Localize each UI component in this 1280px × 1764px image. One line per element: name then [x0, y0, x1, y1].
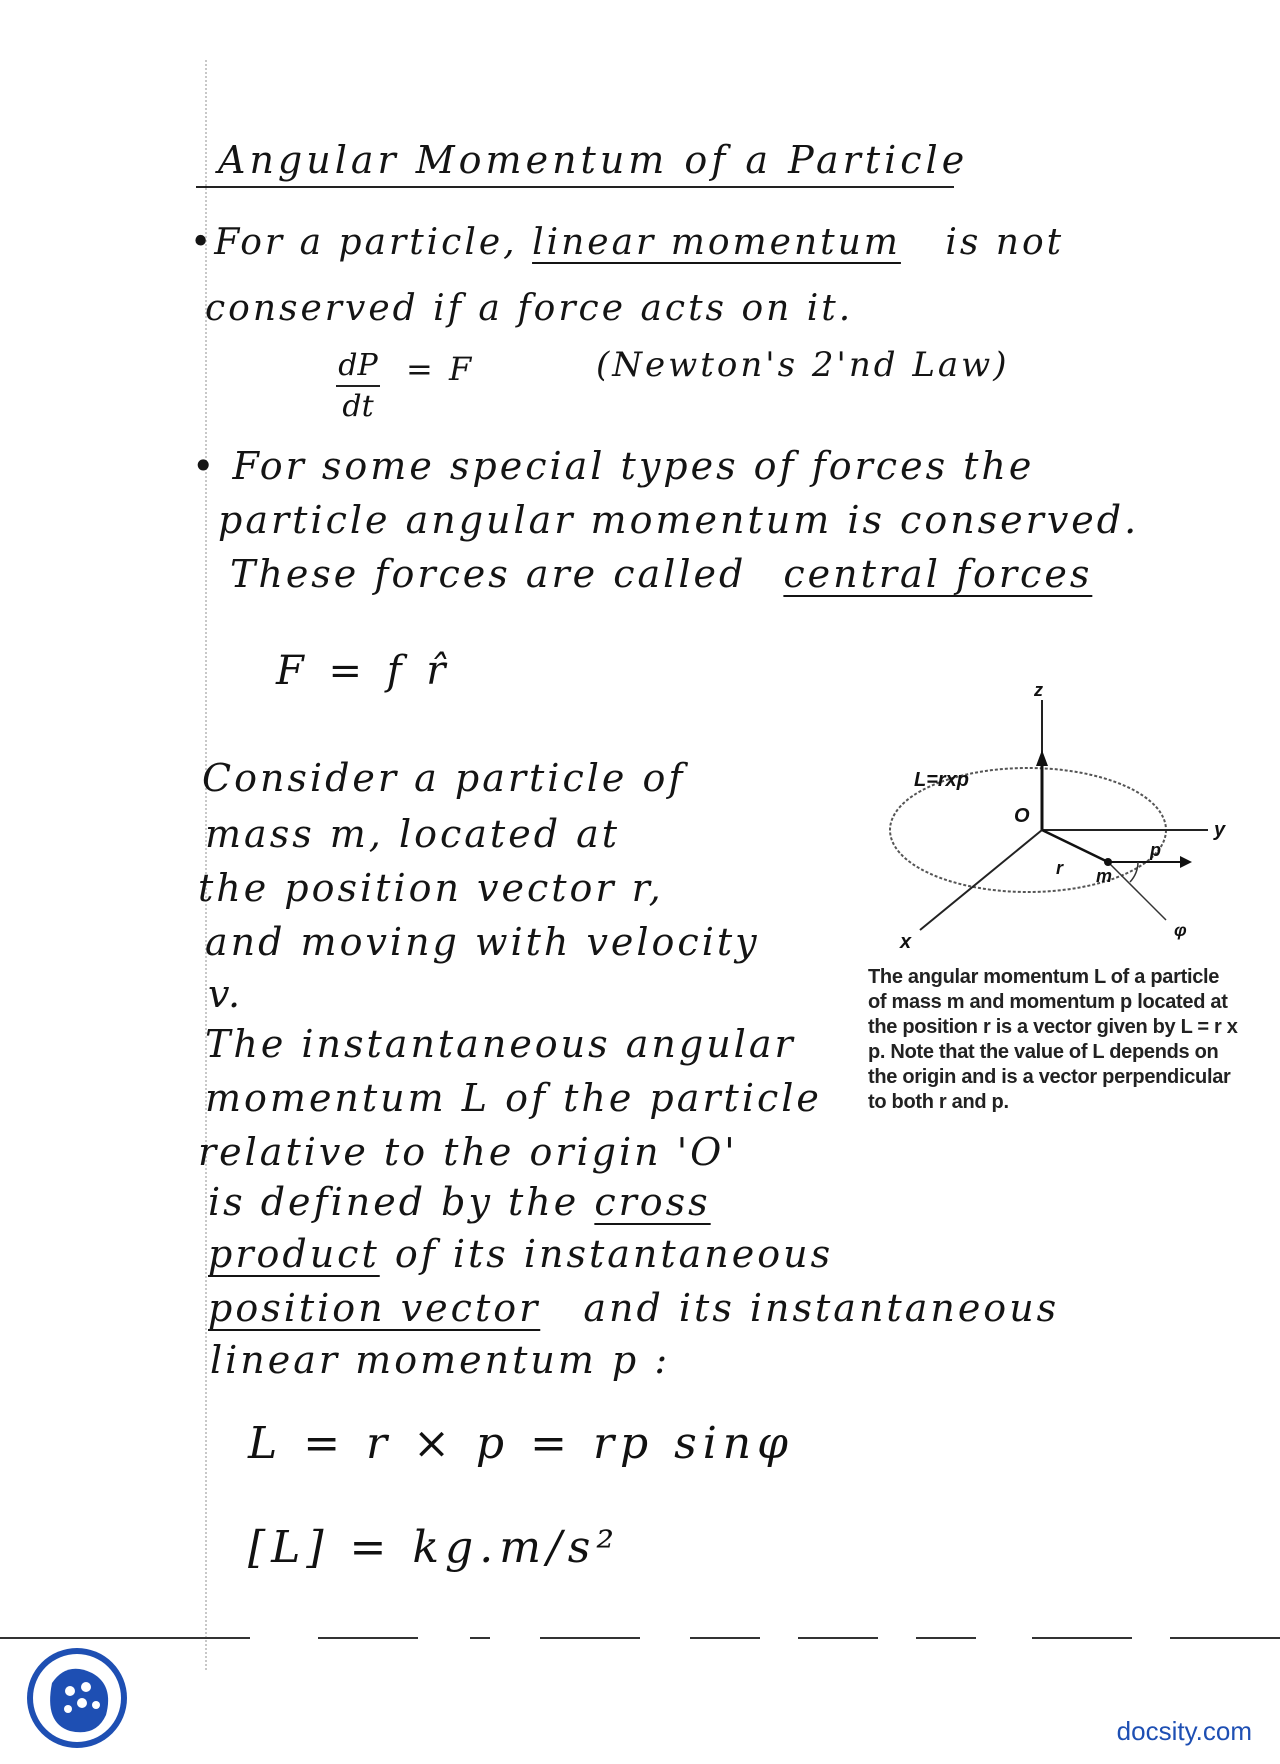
- cross-term: cross: [594, 1180, 711, 1224]
- para3-line1: Consider a particle of: [202, 756, 686, 800]
- text: of its instantaneous: [394, 1232, 834, 1276]
- para3-line6: The instantaneous angular: [205, 1022, 796, 1066]
- para1-line2: conserved if a force acts on it.: [205, 288, 854, 329]
- footer-rule: [690, 1637, 760, 1639]
- footer-rule: [1170, 1637, 1280, 1639]
- para3-line10: [208, 1232, 833, 1276]
- footer-rule: [1032, 1637, 1132, 1639]
- para3-line3: the position vector r,: [198, 866, 664, 910]
- footer-rule: [0, 1637, 250, 1639]
- docsity-logo-icon[interactable]: [22, 1643, 132, 1753]
- particle-dot: [1104, 858, 1112, 866]
- footer-rule: [916, 1637, 976, 1639]
- para2-line2: particle angular momentum is conserved.: [218, 498, 1140, 542]
- footer-rule: [470, 1637, 490, 1639]
- page-title: Angular Momentum of a Particle: [218, 138, 969, 182]
- para3-line7: momentum L of the particle: [205, 1076, 822, 1120]
- para1-line1: [190, 222, 1064, 263]
- text: is not: [945, 222, 1065, 263]
- newton-note: (Newton's 2'nd Law): [596, 345, 1010, 385]
- para2-line1: [192, 444, 1034, 488]
- footer-rule: [318, 1637, 418, 1639]
- label-x: x: [900, 931, 912, 953]
- footer-rule: [540, 1637, 640, 1639]
- label-L: L=rxp: [914, 769, 970, 791]
- text: These forces are called: [230, 552, 747, 596]
- position-vector-term: position vector: [208, 1286, 541, 1330]
- newton-fraction: [336, 348, 380, 424]
- text: For a particle,: [214, 222, 518, 263]
- linear-momentum-term: linear momentum: [532, 222, 901, 263]
- units-equation: [L] = kg.m/s²: [248, 1522, 620, 1573]
- para3-line8: relative to the origin 'O': [198, 1130, 738, 1174]
- L-arrowhead-icon: [1036, 750, 1048, 766]
- para3-line9: [208, 1180, 711, 1224]
- label-z: z: [1034, 680, 1043, 700]
- angular-momentum-figure: [868, 670, 1248, 960]
- footer-rule: [798, 1637, 878, 1639]
- central-force-equation: F = f r̂: [276, 648, 452, 694]
- label-m: m: [1096, 866, 1113, 886]
- x-axis: [920, 830, 1042, 930]
- p-arrowhead-icon: [1180, 856, 1192, 868]
- label-p: p: [1150, 840, 1161, 860]
- cross-product-equation: L = r × p = rp sinφ: [248, 1418, 794, 1469]
- para3-line4: and moving with velocity: [205, 920, 760, 964]
- fraction-denominator: dt: [342, 389, 374, 424]
- bullet: •: [192, 444, 218, 488]
- para3-line5: v.: [208, 972, 244, 1016]
- r-vector: [1042, 830, 1108, 862]
- para3-line12: linear momentum p :: [210, 1338, 671, 1382]
- label-phi: φ: [1174, 920, 1187, 940]
- bullet: •: [190, 222, 215, 263]
- title-underline: [196, 186, 954, 188]
- text: For some special types of forces the: [232, 444, 1035, 488]
- fraction-bar: [336, 385, 380, 387]
- brand-link[interactable]: docsity.com: [1116, 1716, 1252, 1746]
- text: and its instantaneous: [583, 1286, 1060, 1330]
- newton-rhs: = F: [406, 350, 475, 388]
- label-O: O: [1014, 805, 1030, 827]
- para3-line11: [208, 1286, 1059, 1330]
- label-y: y: [1214, 819, 1226, 841]
- central-forces-term: central forces: [783, 552, 1093, 596]
- product-term: product: [208, 1232, 380, 1276]
- text: is defined by the: [208, 1180, 580, 1224]
- label-r: r: [1056, 858, 1064, 878]
- figure-caption: The angular momentum L of a particle of mass m and momentum p located at the position r is a vector given by L = r x p. Note that the value of L depends on the origin and is a vector perpendicular to both r and p.: [868, 966, 1238, 1113]
- fraction-numerator: dP: [338, 348, 378, 383]
- para3-line2: mass m, located at: [205, 812, 621, 856]
- para2-line3: [230, 552, 1092, 596]
